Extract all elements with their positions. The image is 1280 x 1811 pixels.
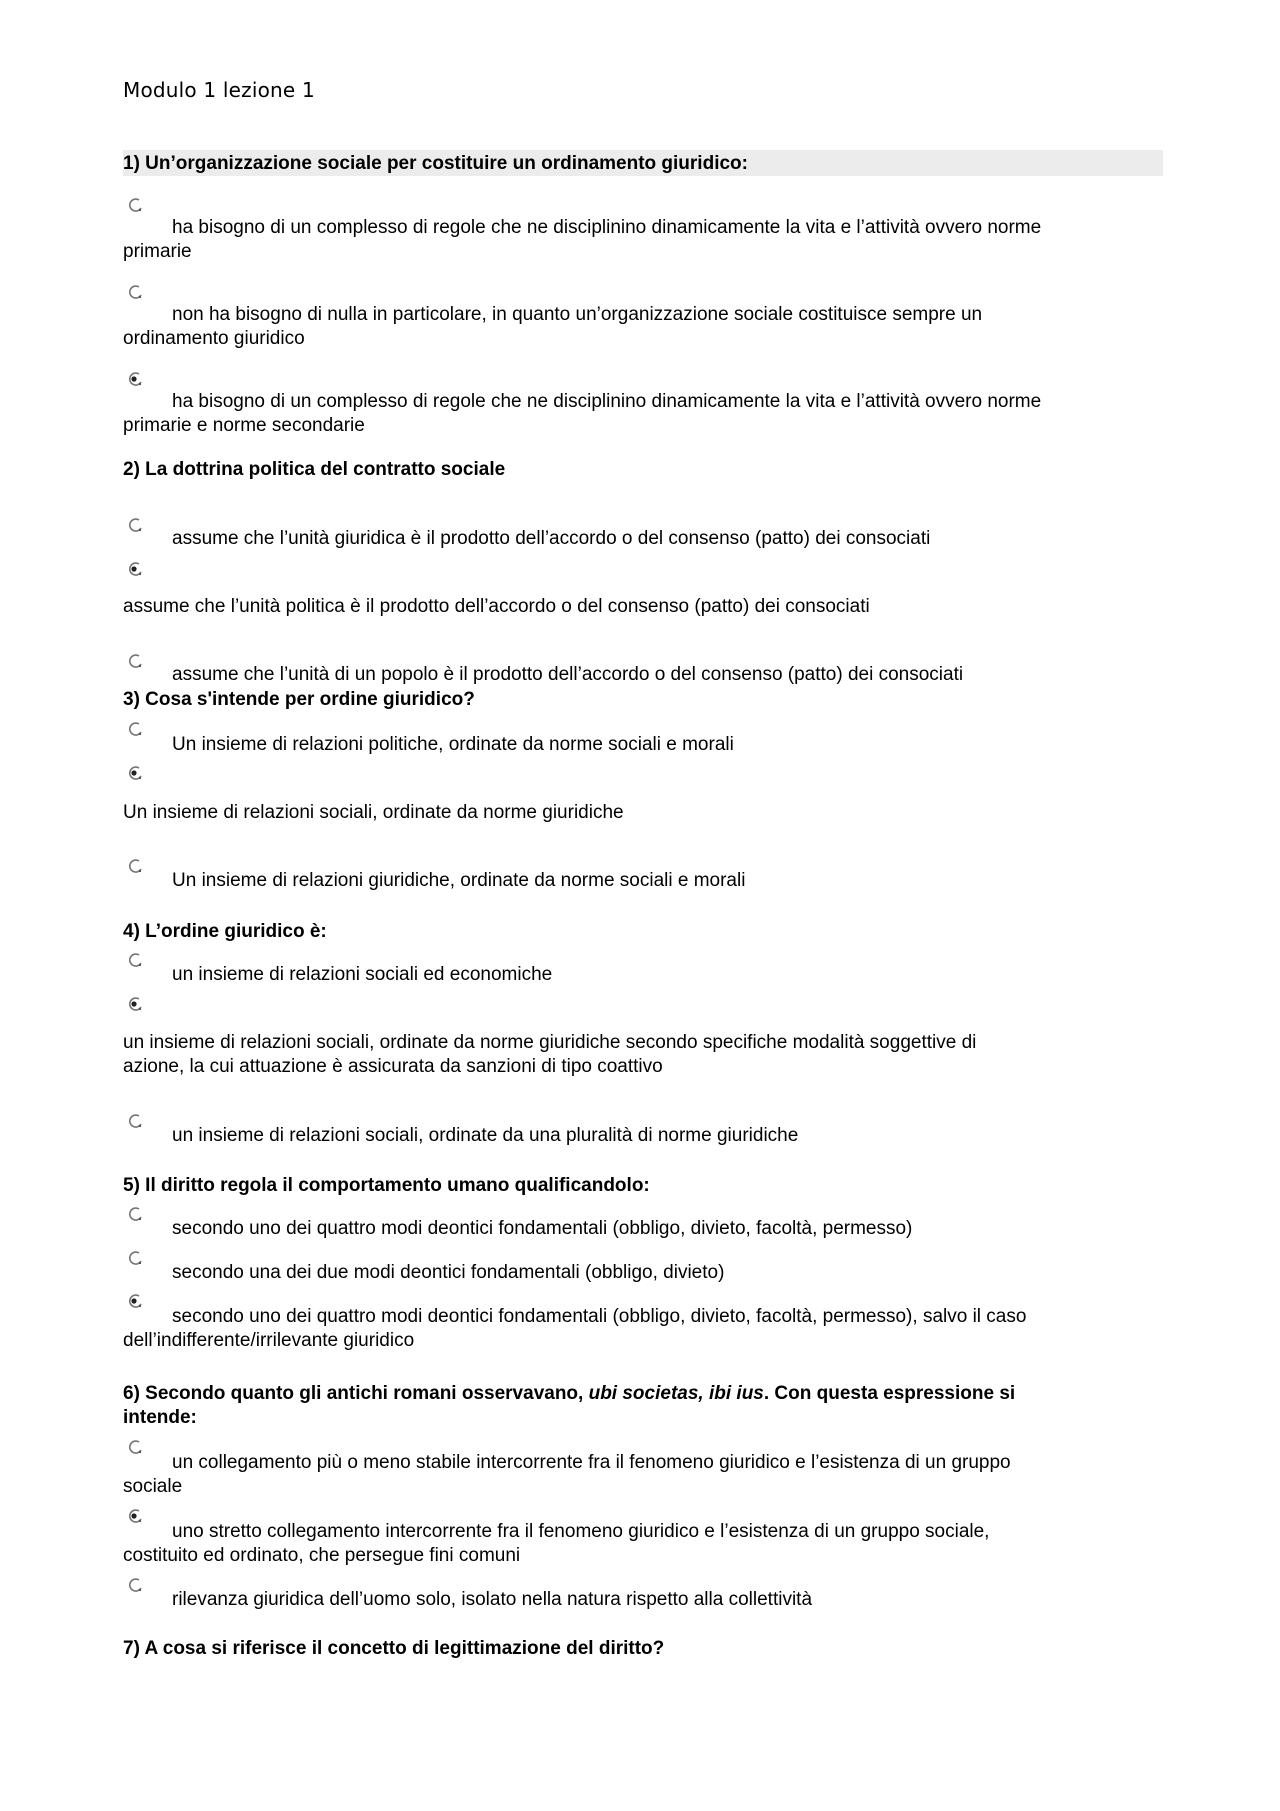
question-3-title: 3) Cosa s'intende per ordine giuridico? [123, 689, 475, 710]
question-5-option-2: secondo una dei due modi deontici fondamentali (obbligo, divieto) [172, 1262, 725, 1283]
question-5-title: 5) Il diritto regola il comportamento umano qualificandolo: [123, 1175, 650, 1196]
question-6-option-3: rilevanza giuridica dell’uomo solo, isolato nella natura rispetto alla collettività [172, 1589, 813, 1610]
radio-icon[interactable] [126, 283, 144, 301]
question-3-option-2: Un insieme di relazioni sociali, ordinate da norme giuridiche [123, 802, 624, 823]
question-4-option-2: un insieme di relazioni sociali, ordinate da norme giuridiche secondo specifiche modalità soggettive di azione, la cui attuazione è assicurata da sanzioni di tipo coattivo [123, 1032, 977, 1077]
radio-selected-icon[interactable] [126, 764, 144, 782]
question-1-title: 1) Un’organizzazione sociale per costituire un ordinamento giuridico: [123, 150, 1163, 176]
question-4-option-1: un insieme di relazioni sociali ed economiche [172, 964, 553, 985]
question-3-option-1: Un insieme di relazioni politiche, ordinate da norme sociali e morali [172, 734, 734, 755]
question-6-option-1: un collegamento più o meno stabile intercorrente fra il fenomeno giuridico e l’esistenza di un gruppo sociale [123, 1452, 1011, 1497]
question-1-option-1: ha bisogno di un complesso di regole che ne disciplinino dinamicamente la vita e l’attività ovvero norme primarie [123, 217, 1042, 262]
question-6-title: 6) Secondo quanto gli antichi romani osservavano, ubi societas, ibi ius. Con questa espressione si intende: [123, 1383, 1016, 1428]
question-2-option-3: assume che l’unità di un popolo è il prodotto dell’accordo o del consenso (patto) dei consociati [172, 664, 964, 685]
question-5-option-1: secondo uno dei quattro modi deontici fondamentali (obbligo, divieto, facoltà, permesso) [172, 1218, 913, 1239]
question-5-option-3: secondo uno dei quattro modi deontici fondamentali (obbligo, divieto, facoltà, permesso), salvo il caso dell’indifferente/irrilevante giuridico [123, 1306, 1027, 1351]
page-header: Modulo 1 lezione 1 [123, 78, 315, 102]
radio-icon[interactable] [126, 196, 144, 214]
question-2-title: 2) La dottrina politica del contratto sociale [123, 459, 506, 480]
radio-selected-icon[interactable] [126, 995, 144, 1013]
question-6-option-2: uno stretto collegamento intercorrente fra il fenomeno giuridico e l’esistenza di un gruppo sociale, costituito ed ordinato, che persegue fini comuni [123, 1521, 990, 1566]
question-2-option-2: assume che l’unità politica è il prodotto dell’accordo o del consenso (patto) dei consociati [123, 596, 870, 617]
question-1-option-2: non ha bisogno di nulla in particolare, in quanto un’organizzazione sociale costituisce sempre un ordinamento giuridico [123, 304, 983, 349]
question-1-option-3: ha bisogno di un complesso di regole che ne disciplinino dinamicamente la vita e l’attività ovvero norme primarie e norme secondarie [123, 391, 1042, 436]
question-4-title: 4) L’ordine giuridico è: [123, 921, 327, 942]
question-2-option-1: assume che l’unità giuridica è il prodotto dell’accordo o del consenso (patto) dei consociati [172, 528, 931, 549]
radio-selected-icon[interactable] [126, 560, 144, 578]
question-7-title: 7) A cosa si riferisce il concetto di legittimazione del diritto? [123, 1638, 665, 1659]
radio-selected-icon[interactable] [126, 370, 144, 388]
question-3-option-3: Un insieme di relazioni giuridiche, ordinate da norme sociali e morali [172, 870, 746, 891]
question-4-option-3: un insieme di relazioni sociali, ordinate da una pluralità di norme giuridiche [172, 1125, 799, 1146]
